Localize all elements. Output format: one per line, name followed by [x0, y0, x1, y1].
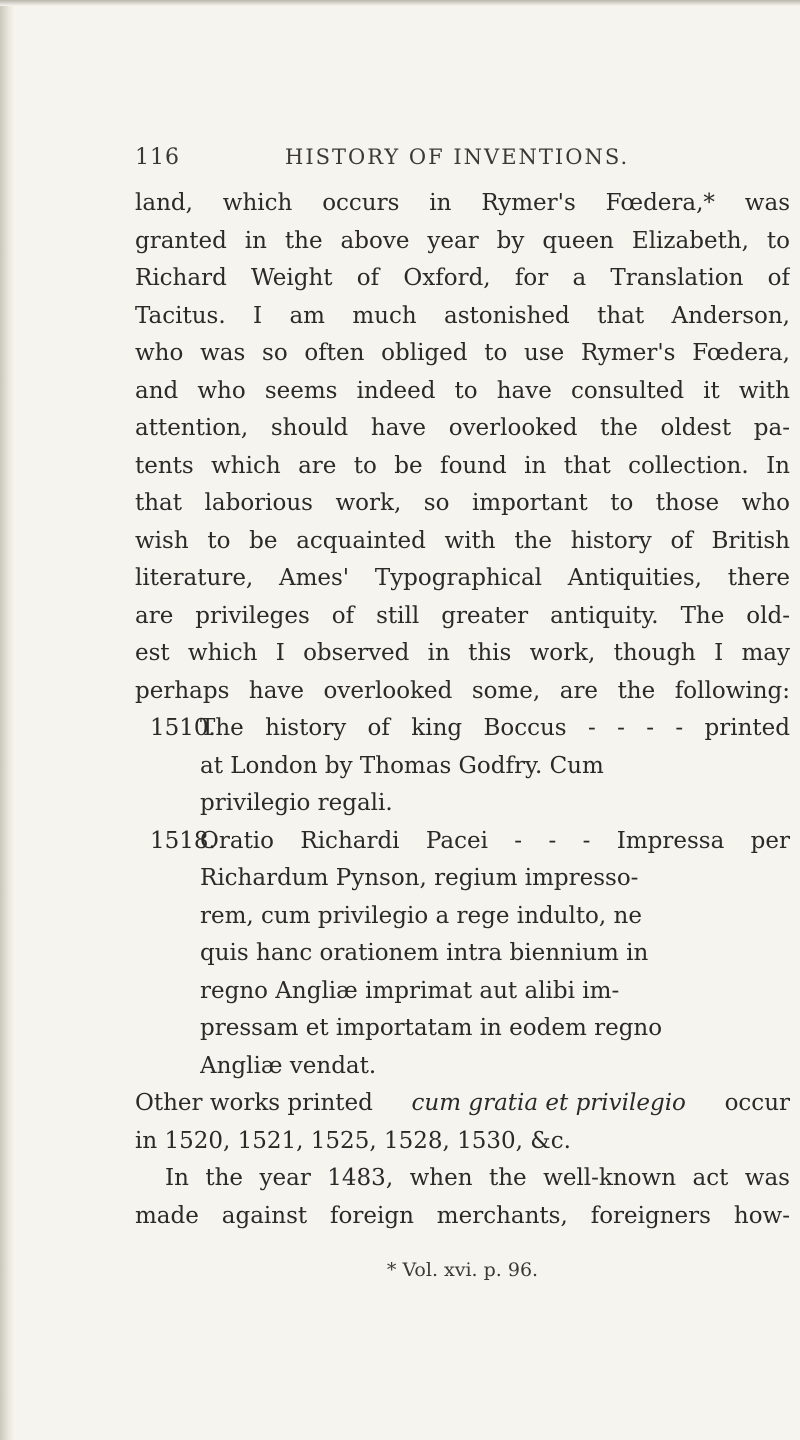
text-line: that laborious work, so important to those who: [135, 490, 790, 516]
entry-body: [200, 823, 790, 1086]
running-title: HISTORY OF INVENTIONS.: [285, 145, 630, 169]
entry-line: Angliæ vendat.: [200, 1052, 377, 1079]
entry-line: regno Angliæ imprimat aut alibi im-: [200, 977, 620, 1004]
text-line: literature, Ames' Typographical Antiquities, there: [135, 565, 790, 591]
entry-line: Richardum Pynson, regium impresso-: [200, 865, 639, 891]
footnote: * Vol. xvi. p. 96.: [386, 1259, 539, 1281]
text-line: land, which occurs in Rymer's Fœdera,* was: [135, 190, 790, 216]
entry-line: Oratio Richardi Pacei - - - Impressa per: [200, 827, 790, 854]
text-line: perhaps have overlooked some, are the following:: [135, 677, 790, 704]
main-text: [135, 185, 790, 1235]
entry-line: at London by Thomas Godfry. Cum: [200, 752, 604, 779]
other-works-prefix: Other works printed: [135, 1090, 373, 1116]
entry-line: quis hanc orationem intra biennium in: [200, 940, 649, 966]
running-header: [135, 145, 790, 185]
page-gutter-shadow: [0, 0, 14, 1440]
text-line: attention, should have overlooked the oldest pa-: [135, 415, 790, 441]
text-line: granted in the above year by queen Elizabeth, to: [135, 227, 790, 254]
other-works-line: [135, 1085, 790, 1123]
text-line: are privileges of still greater antiquity. The old-: [135, 602, 790, 629]
entry-body: [200, 710, 790, 823]
text-line: who was so often obliged to use Rymer's Fœdera,: [135, 340, 790, 366]
other-works-suffix: occur: [724, 1090, 790, 1116]
text-line: Richard Weight of Oxford, for a Translation of: [135, 265, 790, 291]
book-page: [135, 145, 790, 1281]
other-works-years: in 1520, 1521, 1525, 1528, 1530, &c.: [135, 1127, 571, 1154]
entry-line: privilegio regali.: [200, 790, 393, 816]
other-works-italic: cum gratia et privilegio: [411, 1090, 686, 1116]
text-line: wish to be acquainted with the history of British: [135, 527, 790, 554]
page-number: 116: [135, 145, 180, 170]
text-line: In the year 1483, when the well-known act was: [165, 1165, 790, 1191]
entry-year: 1510.: [150, 715, 216, 741]
entry-year: 1518.: [150, 827, 216, 854]
text-line: made against foreign merchants, foreigners how-: [135, 1202, 790, 1229]
patent-entry: [135, 710, 790, 823]
patent-entry: [135, 823, 790, 1086]
text-line: Tacitus. I am much astonished that Anderson,: [135, 302, 790, 329]
page-top-edge: [0, 0, 800, 6]
text-line: tents which are to be found in that collection. In: [135, 452, 790, 479]
entry-line: The history of king Boccus - - - - printed: [200, 715, 790, 741]
text-line: est which I observed in this work, though I may: [135, 640, 790, 666]
text-line: and who seems indeed to have consulted it with: [135, 377, 790, 404]
entry-line: pressam et importatam in eodem regno: [200, 1015, 663, 1041]
entry-line: rem, cum privilegio a rege indulto, ne: [200, 902, 642, 929]
